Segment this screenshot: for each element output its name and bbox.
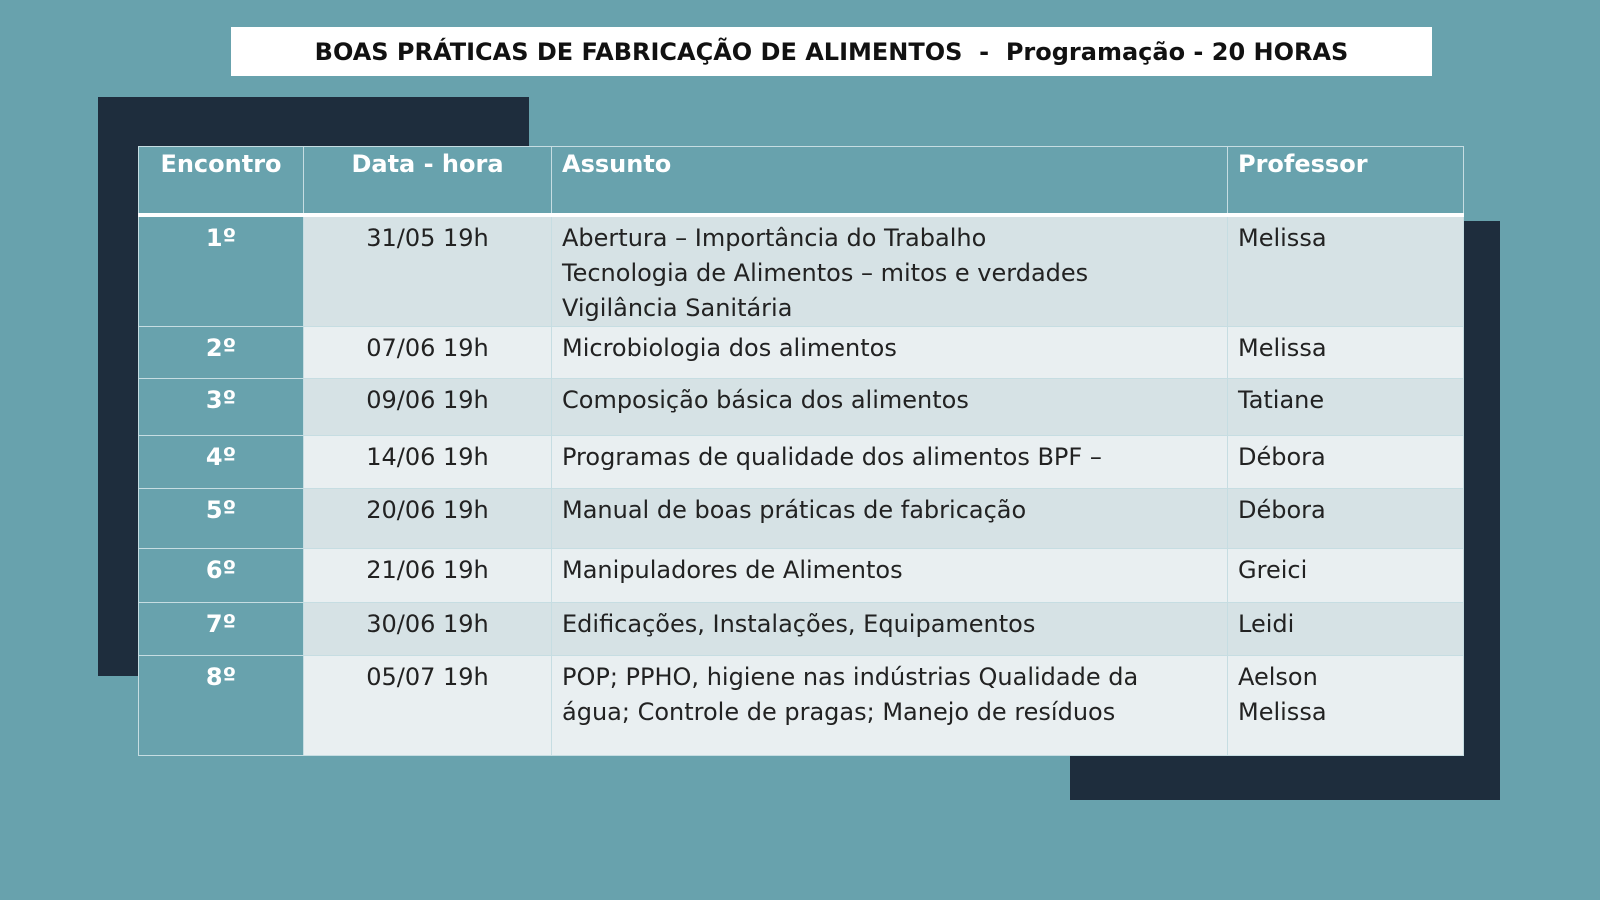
- cell-assunto: POP; PPHO, higiene nas indústrias Qualidade da água; Controle de pragas; Manejo de resíduos: [552, 655, 1228, 755]
- cell-data-hora: 20/06 19h: [304, 488, 552, 548]
- cell-encontro: 4º: [139, 435, 304, 488]
- table-header-row: [139, 147, 1464, 215]
- page-title: BOAS PRÁTICAS DE FABRICAÇÃO DE ALIMENTOS - Programação - 20 HORAS: [314, 37, 1349, 66]
- header-encontro: Encontro: [139, 147, 304, 215]
- cell-assunto: Abertura – Importância do Trabalho Tecnologia de Alimentos – mitos e verdades Vigilância Sanitária: [552, 215, 1228, 327]
- cell-assunto: Edificações, Instalações, Equipamentos: [552, 602, 1228, 655]
- cell-data-hora: 07/06 19h: [304, 326, 552, 378]
- cell-assunto: Composição básica dos alimentos: [552, 378, 1228, 435]
- cell-professor: Greici: [1228, 548, 1464, 602]
- cell-professor: Tatiane: [1228, 378, 1464, 435]
- table-row: [139, 435, 1464, 488]
- cell-professor: Melissa: [1228, 326, 1464, 378]
- table-row: [139, 488, 1464, 548]
- cell-data-hora: 09/06 19h: [304, 378, 552, 435]
- cell-data-hora: 21/06 19h: [304, 548, 552, 602]
- header-assunto: Assunto: [552, 147, 1228, 215]
- header-professor: Professor: [1228, 147, 1464, 215]
- cell-data-hora: 14/06 19h: [304, 435, 552, 488]
- title-banner: [231, 27, 1432, 76]
- table-row: [139, 548, 1464, 602]
- cell-professor: Aelson Melissa: [1228, 655, 1464, 755]
- table-row: [139, 378, 1464, 435]
- cell-data-hora: 05/07 19h: [304, 655, 552, 755]
- cell-assunto: Manual de boas práticas de fabricação: [552, 488, 1228, 548]
- cell-encontro: 2º: [139, 326, 304, 378]
- table-row: [139, 655, 1464, 755]
- cell-encontro: 6º: [139, 548, 304, 602]
- table-row: [139, 602, 1464, 655]
- cell-data-hora: 31/05 19h: [304, 215, 552, 327]
- cell-professor: Débora: [1228, 488, 1464, 548]
- cell-encontro: 3º: [139, 378, 304, 435]
- header-data-hora: Data - hora: [304, 147, 552, 215]
- schedule-table: [138, 146, 1464, 756]
- cell-encontro: 8º: [139, 655, 304, 755]
- cell-encontro: 5º: [139, 488, 304, 548]
- table-row: [139, 215, 1464, 327]
- table-row: [139, 326, 1464, 378]
- cell-data-hora: 30/06 19h: [304, 602, 552, 655]
- cell-assunto: Manipuladores de Alimentos: [552, 548, 1228, 602]
- cell-professor: Débora: [1228, 435, 1464, 488]
- cell-assunto: Microbiologia dos alimentos: [552, 326, 1228, 378]
- cell-encontro: 7º: [139, 602, 304, 655]
- cell-encontro: 1º: [139, 215, 304, 327]
- cell-assunto: Programas de qualidade dos alimentos BPF –: [552, 435, 1228, 488]
- cell-professor: Leidi: [1228, 602, 1464, 655]
- cell-professor: Melissa: [1228, 215, 1464, 327]
